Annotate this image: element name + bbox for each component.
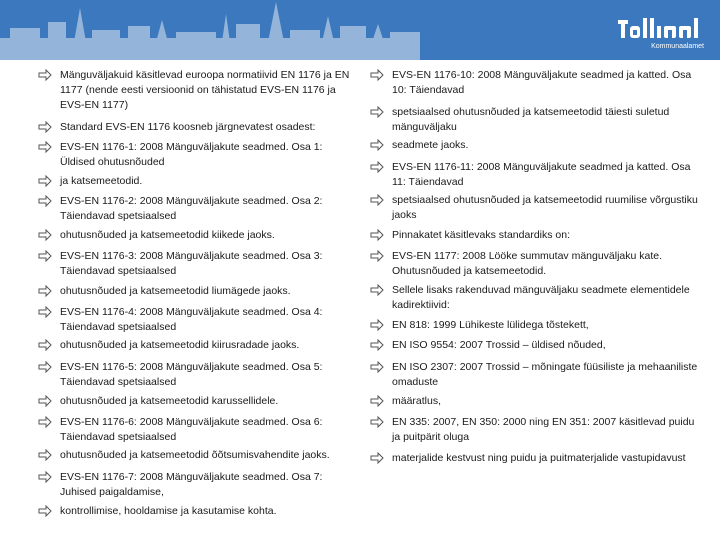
arrow-bullet-icon [370, 161, 384, 173]
tallinn-logo [614, 16, 704, 56]
right-list-item-text: EVS-EN 1176-11: 2008 Mänguväljakute seadmed ja katted. Osa 11: Täiendavad [392, 161, 691, 188]
arrow-bullet-icon [38, 175, 52, 187]
arrow-bullet-icon [370, 106, 384, 118]
arrow-bullet-icon [38, 449, 52, 461]
right-list-item-text: EVS-EN 1176-10: 2008 Mänguväljakute seadmed ja katted. Osa 10: Täiendavad [392, 69, 692, 96]
right-list-item-text: EN 818: 1999 Lühikeste lülidega tõstekett, [392, 319, 589, 331]
arrow-bullet-icon [370, 229, 384, 241]
right-list-item-text: seadmete jaoks. [392, 139, 469, 151]
right-list-item-text: Pinnakatet käsitlevaks standardiks on: [392, 229, 571, 241]
left-list-item-text: EVS-EN 1176-7: 2008 Mänguväljakute seadmed. Osa 7: Juhised paigaldamise, [60, 471, 323, 498]
arrow-bullet-icon [370, 452, 384, 464]
right-list-item-text: spetsiaalsed ohutusnõuded ja katsemeetodid ruumilise võrgustiku jaoks [392, 194, 698, 221]
left-list-item-text: Mänguväljakuid käsitlevad euroopa normatiivid EN 1176 ja EN 1177 (nende eesti versioonid on tähistatud EVS-EN 1176 ja EVS-EN 1177) [60, 69, 350, 111]
left-list-item-text: ohutusnõuded ja katsemeetodid karussellidele. [60, 395, 279, 407]
arrow-bullet-icon [370, 361, 384, 373]
arrow-bullet-icon [38, 339, 52, 351]
arrow-bullet-icon [370, 250, 384, 262]
left-list-item-text: EVS-EN 1176-1: 2008 Mänguväljakute seadmed. Osa 1: Üldised ohutusnõuded [60, 141, 323, 168]
left-list-item-text: EVS-EN 1176-5: 2008 Mänguväljakute seadmed. Osa 5: Täiendavad spetsiaalsed [60, 361, 323, 388]
right-list-item-text: materjalide kestvust ning puidu ja puitmaterjalide vastupidavust [392, 452, 686, 464]
arrow-bullet-icon [38, 250, 52, 262]
arrow-bullet-icon [38, 416, 52, 428]
arrow-bullet-icon [38, 195, 52, 207]
arrow-bullet-icon [38, 471, 52, 483]
tallinn-logo-icon [618, 16, 704, 42]
left-list-item-text: EVS-EN 1176-6: 2008 Mänguväljakute seadmed. Osa 6: Täiendavad spetsiaalsed [60, 416, 323, 443]
arrow-bullet-icon [370, 194, 384, 206]
left-list-item-text: ohutusnõuded ja katsemeetodid õõtsumisvahendite jaoks. [60, 449, 330, 461]
arrow-bullet-icon [370, 319, 384, 331]
left-list-item-text: EVS-EN 1176-3: 2008 Mänguväljakute seadmed. Osa 3: Täiendavad spetsiaalsed [60, 250, 323, 277]
logo-subtitle: Kommunaalamet [651, 43, 704, 50]
arrow-bullet-icon [38, 361, 52, 373]
arrow-bullet-icon [38, 505, 52, 517]
right-list-item-text: EN 335: 2007, EN 350: 2000 ning EN 351: 2007 käsitlevad puidu ja puitpärit oluga [392, 416, 695, 443]
right-list-item-text: Sellele lisaks rakenduvad mänguväljaku seadmete elementidele kadirektiivid: [392, 284, 690, 311]
left-list-item-text: ohutusnõuded ja katsemeetodid liumägede jaoks. [60, 285, 291, 297]
arrow-bullet-icon [38, 285, 52, 297]
right-list-item-text: spetsiaalsed ohutusnõuded ja katsemeetodid täiesti suletud mänguväljaku [392, 106, 670, 133]
arrow-bullet-icon [38, 121, 52, 133]
left-list-item-text: ohutusnõuded ja katsemeetodid kiikede jaoks. [60, 229, 275, 241]
arrow-bullet-icon [370, 416, 384, 428]
arrow-bullet-icon [38, 69, 52, 81]
arrow-bullet-icon [38, 395, 52, 407]
left-list-item-text: ohutusnõuded ja katsemeetodid kiirusradade jaoks. [60, 339, 300, 351]
arrow-bullet-icon [370, 339, 384, 351]
arrow-bullet-icon [370, 395, 384, 407]
header-banner [0, 0, 720, 60]
arrow-bullet-icon [370, 139, 384, 151]
city-skyline-icon [0, 0, 420, 60]
arrow-bullet-icon [38, 229, 52, 241]
right-list-item-text: määratlus, [392, 395, 442, 407]
left-list-item-text: ja katsemeetodid. [60, 175, 143, 187]
left-list-item-text: EVS-EN 1176-4: 2008 Mänguväljakute seadmed. Osa 4: Täiendavad spetsiaalsed [60, 306, 323, 333]
left-list-item-text: EVS-EN 1176-2: 2008 Mänguväljakute seadmed. Osa 2: Täiendavad spetsiaalsed [60, 195, 323, 222]
left-list-item-text: Standard EVS-EN 1176 koosneb järgnevatest osadest: [60, 121, 316, 133]
arrow-bullet-icon [370, 69, 384, 81]
right-list-item-text: EVS-EN 1177: 2008 Lööke summutav mänguväljaku kate. Ohutusnõuded ja katsemeetodid. [392, 250, 663, 277]
right-list-item-text: EN ISO 2307: 2007 Trossid – mõningate füüsiliste ja mehaaniliste omaduste [392, 361, 698, 388]
arrow-bullet-icon [38, 306, 52, 318]
right-list-item-text: EN ISO 9554: 2007 Trossid – üldised nõuded, [392, 339, 606, 351]
arrow-bullet-icon [38, 141, 52, 153]
arrow-bullet-icon [370, 284, 384, 296]
left-list-item-text: kontrollimise, hooldamise ja kasutamise kohta. [60, 505, 277, 517]
